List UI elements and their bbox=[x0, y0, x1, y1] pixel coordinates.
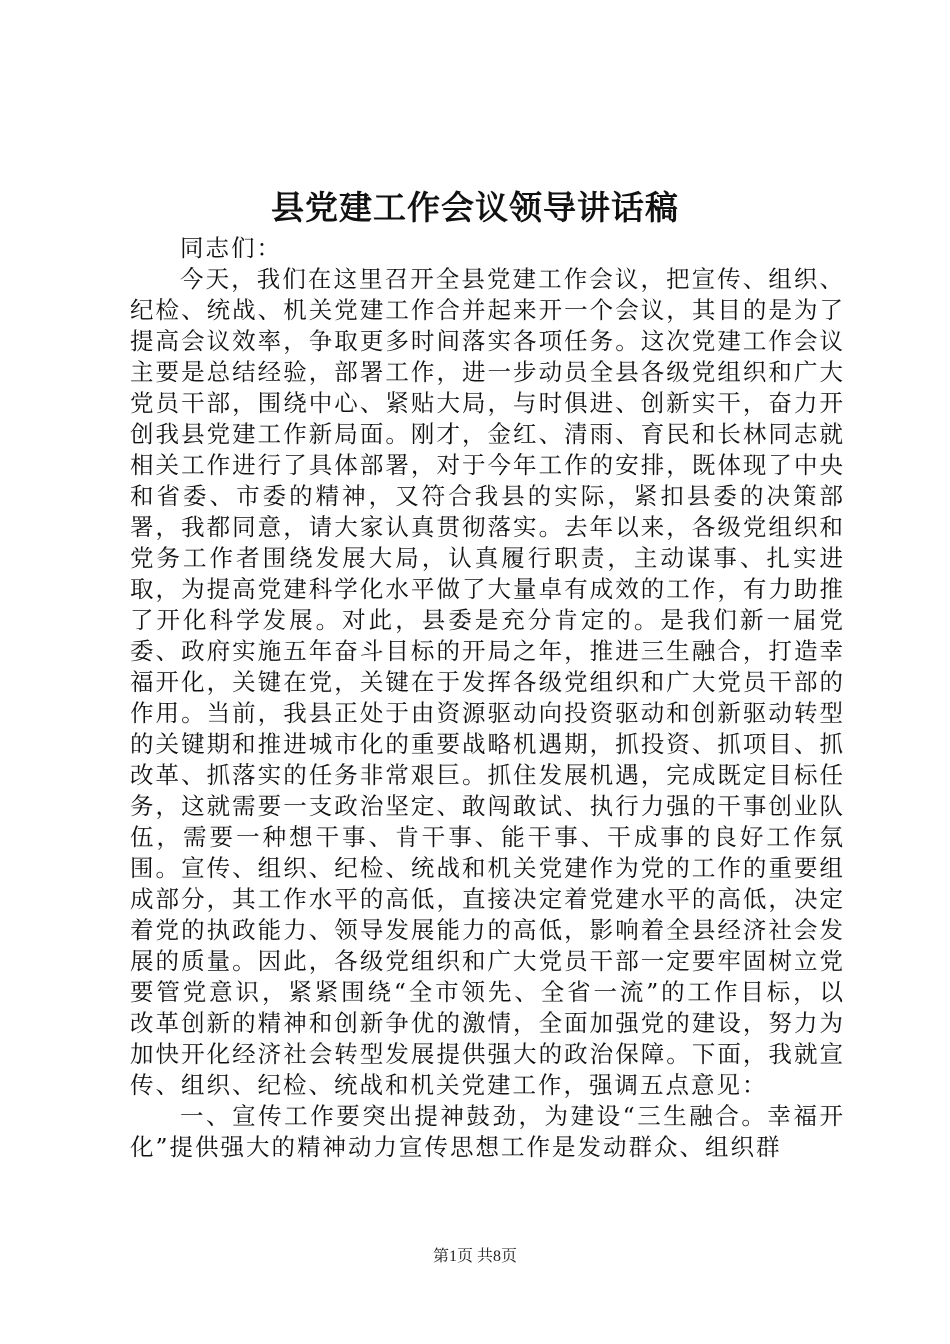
salutation: 同志们： bbox=[180, 234, 282, 262]
page-number: 第1页 共8页 bbox=[432, 1248, 517, 1265]
paragraph: 一、宣传工作要突出提神鼓劲，为建设“三生融合。幸福开化”提供强大的精神动力宣传思想工作是发动群众、组织群 bbox=[130, 1102, 845, 1161]
paragraph: 今天，我们在这里召开全县党建工作会议，把宣传、组织、纪检、统战、机关党建工作合并起来开一个会议，其目的是为了提高会议效率，争取更多时间落实各项任务。这次党建工作会议主要是总结经验，部署工作，进一步动员全县各级党组织和广大党员干部，围绕中心、紧贴大局，与时俱进、创新实干，奋力开创我县党建工作新局面。刚才，金红、清雨、育民和长林同志就相关工作进行了具体部署，对于今年工作的安排，既体现了中央和省委、市委的精神，又符合我县的实际，紧扣县委的决策部署，我都同意，请大家认真贯彻落实。去年以来，各级党组织和党务工作者围绕发展大局，认真履行职责，主动谋事、扎实进取，为提高党建科学化水平做了大量卓有成效的工作，有力助推了开化科学发展。对此，县委是充分肯定的。是我们新一届党委、政府实施五年奋斗目标的开局之年，推进三生融合，打造幸福开化，关键在党，关键在于发挥各级党组织和广大党员干部的作用。当前，我县正处于由资源驱动向投资驱动和创新驱动转型的关键期和推进城市化的重要战略机遇期，抓投资、抓项目、抓改革、抓落实的任务非常艰巨。抓住发展机遇，完成既定目标任务，这就需要一支政治坚定、敢闯敢试、执行力强的干事创业队伍，需要一种想干事、肯干事、能干事、干成事的良好工作氛围。宣传、组织、纪检、统战和机关党建作为党的工作的重要组成部分，其工作水平的高低，直接决定着党建水平的高低，决定着党的执政能力、领导发展能力的高低，影响着全县经济社会发展的质量。因此，各级党组织和广大党员干部一定要牢固树立党要管党意识，紧紧围绕“全市领先、全省一流”的工作目标，以改革创新的精神和创新争优的激情，全面加强党的建设，努力为加快开化经济社会转型发展提供强大的政治保障。下面，我就宣传、组织、纪检、统战和机关党建工作，强调五点意见： bbox=[130, 265, 845, 1099]
document-body bbox=[130, 233, 845, 1163]
document-title: 县党建工作会议领导讲话稿 bbox=[271, 188, 679, 227]
